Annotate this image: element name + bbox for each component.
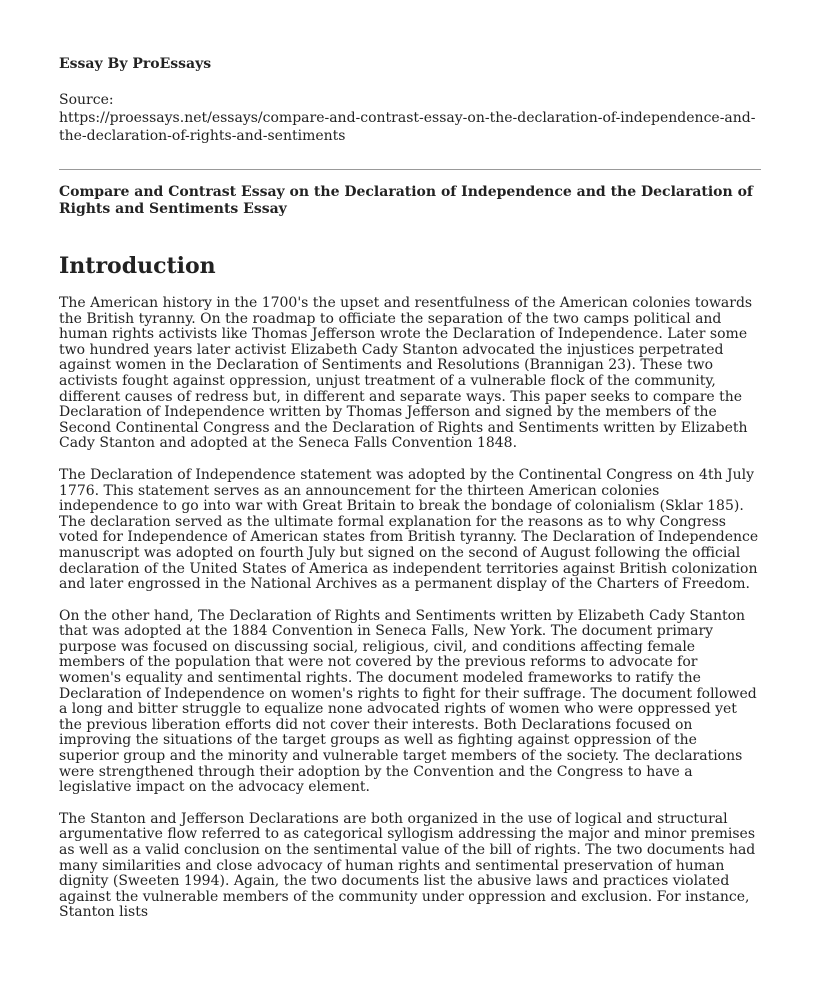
author-byline: Essay By ProEssays <box>59 56 212 72</box>
paragraph: The Stanton and Jefferson Declarations are both organized in the use of logical and structural argumentative flow referred to as categorical syllogism addressing the major and minor premises as well as a valid conclusion on the sentimental value of the bill of rights. The two documents had many similarities and close advocacy of human rights and sentimental preservation of human dignity (Sweeten 1994). Again, the two documents list the abusive laws and practices violated against the vulnerable members of the community under oppression and exclusion. For instance, Stanton lists <box>59 810 756 921</box>
essay-title: Compare and Contrast Essay on the Declaration of Independence and the Declaration of Rights and Sentiments Essay <box>59 184 753 217</box>
section-heading: Introduction <box>59 253 216 279</box>
paragraph: The Declaration of Independence statement was adopted by the Continental Congress on 4th July 1776. This statement serves as an announcement for the thirteen American colonies independence to go into war with Great Britain to break the bondage of colonialism (Sklar 185). The declaration served as the ultimate formal explanation for the reasons as to why Congress voted for Independence of American states from British tyranny. The Declaration of Independence manuscript was adopted on fourth July but signed on the second of August following the official declaration of the United States of America as independent territories against British colonization and later engrossed in the National Archives as a permanent display of the Charters of Freedom. <box>59 466 759 593</box>
paragraph: On the other hand, The Declaration of Rights and Sentiments written by Elizabeth Cady Stanton that was adopted at the 1884 Convention in Seneca Falls, New York. The document primary purpose was focused on discussing social, religious, civil, and conditions affecting female members of the population that were not covered by the previous reforms to advocate for women's equality and sentimental rights. The document modeled frameworks to ratify the Declaration of Independence on women's rights to fight for their suffrage. The document followed a long and bitter struggle to equalize none advocated rights of women who were oppressed yet the previous liberation efforts did not cover their interests. Both Declarations focused on improving the situations of the target groups as well as fighting against oppression of the superior group and the minority and vulnerable target members of the society. The declarations were strengthened through their adoption by the Convention and the Congress to have a legislative impact on the advocacy element. <box>59 607 757 796</box>
source-url: https://proessays.net/essays/compare-and-contrast-essay-on-the-declaration-of-independence-and-the-declaration-of-rights-and-sentiments <box>59 110 756 144</box>
source-label: Source: <box>59 92 114 108</box>
paragraph: The American history in the 1700's the upset and resentfulness of the American colonies towards the British tyranny. On the roadmap to officiate the separation of the two camps political and human rights activists like Thomas Jefferson wrote the Declaration of Independence. Later some two hundred years later activist Elizabeth Cady Stanton advocated the injustices perpetrated against women in the Declaration of Sentiments and Resolutions (Brannigan 23). These two activists fought against oppression, unjust treatment of a vulnerable flock of the community, different causes of redress but, in different and separate ways. This paper seeks to compare the Declaration of Independence written by Thomas Jefferson and signed by the members of the Second Continental Congress and the Declaration of Rights and Sentiments written by Elizabeth Cady Stanton and adopted at the Seneca Falls Convention 1848. <box>59 295 753 452</box>
header-divider <box>59 169 761 170</box>
source-block <box>59 91 761 145</box>
